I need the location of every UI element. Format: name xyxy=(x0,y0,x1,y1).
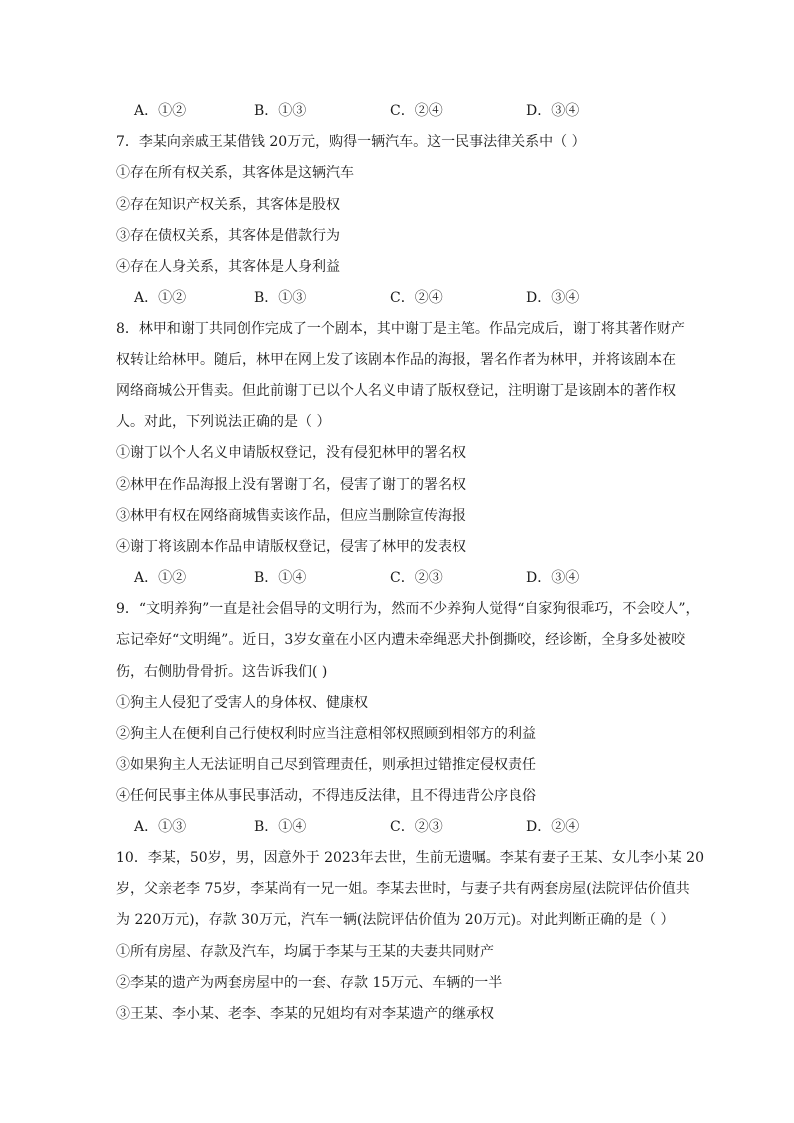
q9-item-2: ②狗主人在便利自己行使权利时应当注意相邻权照顾到相邻方的利益 xyxy=(116,726,536,742)
q8-stem-line-1: 8．林甲和谢丁共同创作完成了一个剧本，其中谢丁是主笔。作品完成后，谢丁将其著作财产 xyxy=(116,321,685,337)
option-a: A．①③ xyxy=(134,819,187,835)
q6-options xyxy=(134,101,654,121)
q9-item-4: ④任何民事主体从事民事活动，不得违反法律，且不得违背公序良俗 xyxy=(116,788,536,804)
q8-item-3: ③林甲有权在网络商城售卖该作品，但应当删除宣传海报 xyxy=(116,508,466,524)
option-c: C．②④ xyxy=(390,103,443,119)
option-c: C．②④ xyxy=(390,290,443,306)
q9-item-3: ③如果狗主人无法证明自己尽到管理责任，则承担过错推定侵权责任 xyxy=(116,757,536,773)
q8-stem-line-4: 人。对此，下列说法正确的是（ ） xyxy=(116,414,331,430)
option-b: B．①③ xyxy=(254,103,307,119)
q8-item-2: ②林甲在作品海报上没有署谢丁名，侵害了谢丁的署名权 xyxy=(116,477,466,493)
q10-stem-line-2: 岁，父亲老李 75岁，李某尚有一兄一姐。李某去世时，与妻子共有两套房屋(法院评估价值共 xyxy=(116,881,690,897)
q8-item-4: ④谢丁将该剧本作品申请版权登记，侵害了林甲的发表权 xyxy=(116,539,466,555)
q10-item-1: ①所有房屋、存款及汽车，均属于李某与王某的夫妻共同财产 xyxy=(116,944,494,960)
q7-item-2: ②存在知识产权关系，其客体是股权 xyxy=(116,197,340,213)
q9-item-1: ①狗主人侵犯了受害人的身体权、健康权 xyxy=(116,695,368,711)
q7-item-3: ③存在债权关系，其客体是借款行为 xyxy=(116,228,340,244)
q9-options xyxy=(134,817,654,837)
q10-stem-line-1: 10．李某，50岁，男，因意外于 2023年去世，生前无遗嘱。李某有妻子王某、女儿李小某 20 xyxy=(116,850,704,866)
option-d: D．③④ xyxy=(526,103,580,119)
option-b: B．①④ xyxy=(254,570,307,586)
option-a: A．①② xyxy=(134,570,187,586)
q10-item-2: ②李某的遗产为两套房屋中的一套、存款 15万元、车辆的一半 xyxy=(116,975,503,991)
q8-stem-line-3: 网络商城公开售卖。但此前谢丁已以个人名义申请了版权登记，注明谢丁是该剧本的著作权 xyxy=(116,383,676,399)
q8-stem-line-2: 权转让给林甲。随后，林甲在网上发了该剧本作品的海报，署名作者为林甲，并将该剧本在 xyxy=(116,352,676,368)
q7-stem: 7．李某向亲戚王某借钱 20万元，购得一辆汽车。这一民事法律关系中（ ） xyxy=(116,134,586,150)
option-a: A．①② xyxy=(134,290,187,306)
q10-item-3: ③王某、李小某、老李、李某的兄姐均有对李某遗产的继承权 xyxy=(116,1006,494,1022)
option-d: D．③④ xyxy=(526,570,580,586)
q9-stem-line-3: 伤，右侧肋骨骨折。这告诉我们( ) xyxy=(116,664,328,680)
q9-stem-line-2: 忘记牵好“文明绳”。近日，3岁女童在小区内遭未牵绳恶犬扑倒撕咬，经诊断，全身多处被咬 xyxy=(116,632,686,648)
option-c: C．②③ xyxy=(390,819,443,835)
q10-stem-line-3: 为 220万元)，存款 30万元，汽车一辆(法院评估价值为 20万元)。对此判断正确的是（ ） xyxy=(116,912,675,928)
option-b: B．①③ xyxy=(254,290,307,306)
option-b: B．①④ xyxy=(254,819,307,835)
q9-stem-line-1: 9．“文明养狗”一直是社会倡导的文明行为，然而不少养狗人觉得“自家狗很乖巧，不会咬人”， xyxy=(116,601,700,617)
q7-item-1: ①存在所有权关系，其客体是这辆汽车 xyxy=(116,165,354,181)
option-d: D．③④ xyxy=(526,290,580,306)
q7-options xyxy=(134,288,654,308)
q8-options xyxy=(134,568,654,588)
q7-item-4: ④存在人身关系，其客体是人身利益 xyxy=(116,259,340,275)
option-a: A．①② xyxy=(134,103,187,119)
option-d: D．②④ xyxy=(526,819,580,835)
option-c: C．②③ xyxy=(390,570,443,586)
q8-item-1: ①谢丁以个人名义申请版权登记，没有侵犯林甲的署名权 xyxy=(116,445,466,461)
